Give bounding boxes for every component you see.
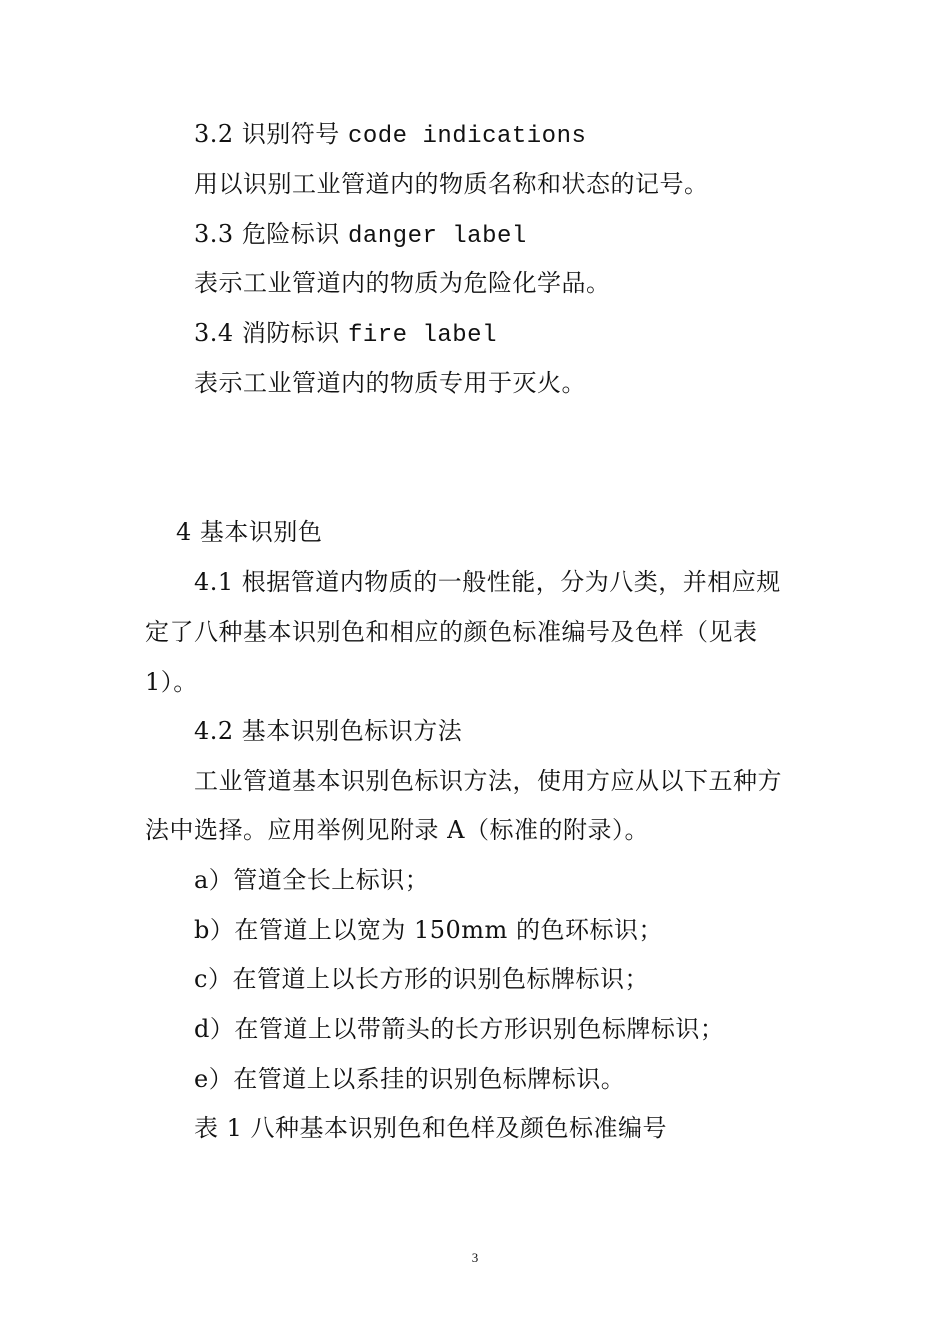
section-title-cn: 危险标识 [241,220,340,248]
section-4-2-line-1: 工业管道基本识别色标识方法，使用方应从以下五种方 [194,767,782,795]
section-3-3-heading [194,219,527,252]
section-4-1-line-3: 1）。 [145,668,198,696]
section-4-2-heading: 4.2 基本识别色标识方法 [194,717,463,745]
section-4-heading: 4 基本识别色 [176,518,323,546]
section-4-1-line-1: 4.1 根据管道内物质的一般性能，分为八类，并相应规 [194,568,781,596]
method-item-b: b）在管道上以宽为 150mm 的色环标识； [194,916,663,944]
section-title-cn: 消防标识 [241,319,340,347]
section-title-cn: 识别符号 [241,120,340,148]
section-title-en: code indications [347,123,587,150]
section-4-2-line-2: 法中选择。应用举例见附录 A（标准的附录）。 [145,816,649,844]
section-3-2-definition: 用以识别工业管道内的物质名称和状态的记号。 [194,170,709,198]
section-title-en: fire label [347,322,497,349]
section-4-1-line-2: 定了八种基本识别色和相应的颜色标准编号及色样（见表 [145,618,758,646]
section-3-2-heading [194,119,586,152]
table-1-caption: 表 1 八种基本识别色和色样及颜色标准编号 [194,1114,668,1142]
section-number: 3.4 [194,319,234,347]
method-item-a: a）管道全长上标识； [194,866,430,894]
section-3-4-definition: 表示工业管道内的物质专用于灭火。 [194,369,586,397]
method-item-d: d）在管道上以带箭头的长方形识别色标牌标识； [194,1015,725,1043]
section-3-4-heading [194,318,497,351]
section-title-en: danger label [347,223,527,250]
section-3-3-definition: 表示工业管道内的物质为危险化学品。 [194,269,611,297]
method-item-c: c）在管道上以长方形的识别色标牌标识； [194,965,649,993]
page-number: 3 [471,1250,479,1265]
method-item-e: e）在管道上以系挂的识别色标牌标识。 [194,1065,626,1093]
section-number: 3.3 [194,220,234,248]
section-number: 3.2 [194,120,234,148]
